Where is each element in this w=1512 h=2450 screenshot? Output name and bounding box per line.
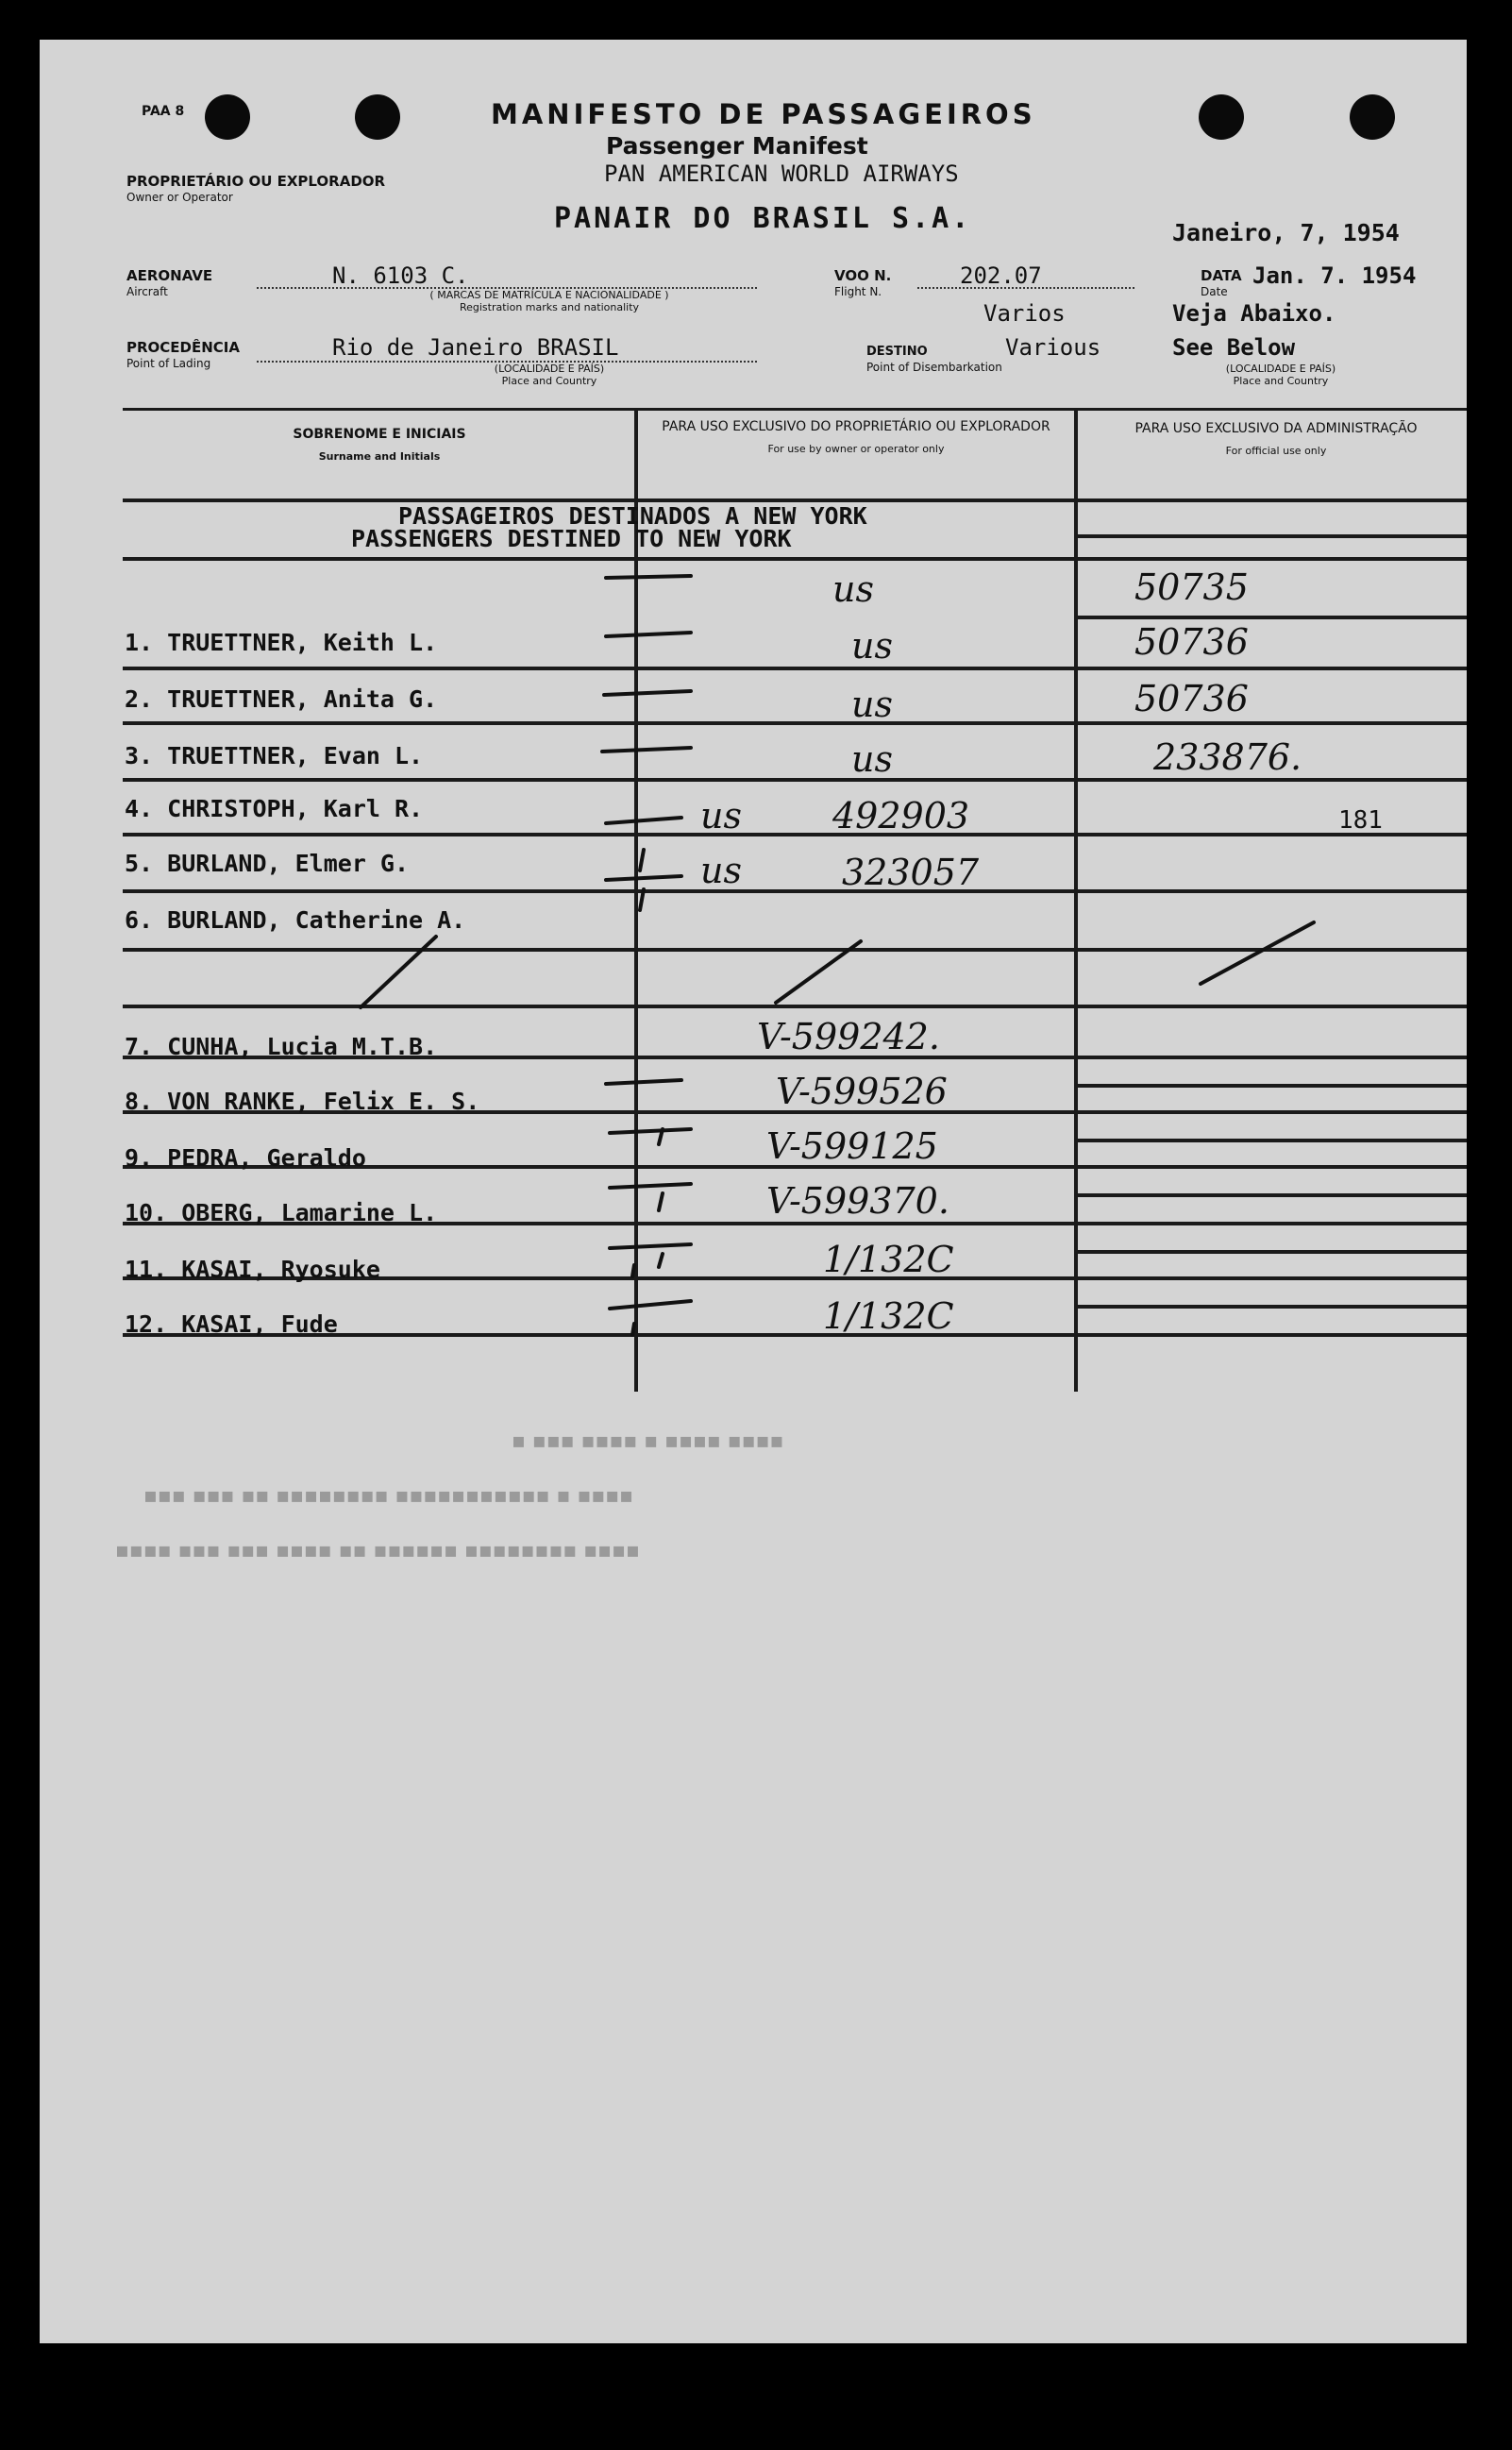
passenger-row-12: 12. KASAI, Fude: [125, 1310, 338, 1338]
column-header-operator: PARA USO EXCLUSIVO DO PROPRIETÁRIO OU EXPLORADOR For use by owner or operator only: [662, 419, 1050, 455]
destination-various: Various: [1005, 334, 1101, 361]
origin-sublabel: (LOCALIDADE E PAÍS) Place and Country: [494, 363, 605, 387]
faded-text: ▪▪▪▪ ▪▪▪ ▪▪▪ ▪▪▪▪ ▪▪ ▪▪▪▪▪▪ ▪▪▪▪▪▪▪▪ ▪▪▪▪: [115, 1539, 640, 1563]
destination-see-below: See Below: [1172, 334, 1296, 361]
handwritten-number: 323057: [842, 852, 980, 893]
origin-label: PROCEDÊNCIA Point of Lading: [126, 339, 240, 370]
passenger-row-3: 3. TRUETTNER, Evan L.: [125, 742, 424, 769]
handwritten-number: 492903: [832, 795, 970, 836]
destination-varios: Varios: [983, 300, 1066, 327]
handwritten-mark: us: [700, 850, 742, 891]
owner-value: PANAIR DO BRASIL S.A.: [554, 202, 972, 235]
faded-text: ▪ ▪▪▪ ▪▪▪▪ ▪ ▪▪▪▪ ▪▪▪▪: [512, 1429, 784, 1453]
date-label: DATA Date: [1201, 267, 1242, 298]
aircraft-label: AERONAVE Aircraft: [126, 267, 213, 298]
handwritten-mark: us: [851, 684, 893, 725]
airline-name: PAN AMERICAN WORLD AIRWAYS: [604, 161, 959, 187]
aircraft-value: N. 6103 C.: [332, 262, 469, 289]
destination-veja-abaixo: Veja Abaixo.: [1172, 300, 1336, 327]
flight-value: 202.07: [960, 262, 1042, 289]
admin-number: 181: [1338, 806, 1383, 835]
title-english: Passenger Manifest: [606, 132, 868, 160]
passenger-row-10: 10. OBERG, Lamarine L.: [125, 1199, 438, 1226]
form-number: PAA 8: [142, 104, 185, 119]
handwritten-mark: us: [851, 625, 893, 667]
section-title-english: PASSENGERS DESTINED TO NEW YORK: [351, 525, 792, 552]
section-title-portuguese: PASSAGEIROS DESTINADOS A NEW YORK: [398, 502, 867, 530]
handwritten-mark: us: [700, 795, 742, 836]
destination-sublabel: (LOCALIDADE E PAÍS) Place and Country: [1225, 363, 1336, 387]
passenger-row-4: 4. CHRISTOPH, Karl R.: [125, 795, 424, 822]
title-portuguese: MANIFESTO DE PASSAGEIROS: [491, 98, 1036, 130]
passenger-row-5: 5. BURLAND, Elmer G.: [125, 850, 410, 877]
date-value: Jan. 7. 1954: [1252, 262, 1417, 289]
handwritten-number: 50735: [1134, 566, 1249, 608]
handwritten-number: V-599125: [766, 1125, 938, 1167]
handwritten-number: V-599242.: [757, 1016, 940, 1057]
handwritten-number: 1/132C: [823, 1239, 954, 1280]
faded-text: ▪▪▪ ▪▪▪ ▪▪ ▪▪▪▪▪▪▪▪ ▪▪▪▪▪▪▪▪▪▪▪ ▪ ▪▪▪▪: [143, 1484, 634, 1508]
handwritten-mark: us: [832, 568, 874, 610]
handwritten-number: 1/132C: [823, 1295, 954, 1337]
handwritten-number: V-599526: [776, 1071, 948, 1112]
handwritten-number: 50736: [1134, 678, 1249, 719]
aircraft-sublabel: ( MARCAS DE MATRÍCULA E NACIONALIDADE ) Registration marks and nationality: [429, 289, 669, 313]
handwritten-number: V-599370.: [766, 1180, 949, 1222]
destination-label: DESTINO Point of Disembarkation: [866, 345, 1002, 374]
passenger-row-1: 1. TRUETTNER, Keith L.: [125, 629, 438, 656]
passenger-row-6: 6. BURLAND, Catherine A.: [125, 906, 466, 934]
passenger-row-8: 8. VON RANKE, Felix E. S.: [125, 1088, 480, 1115]
origin-value: Rio de Janeiro BRASIL: [332, 334, 619, 361]
passenger-row-7: 7. CUNHA, Lucia M.T.B.: [125, 1033, 438, 1060]
column-header-surname: SOBRENOME E INICIAIS Surname and Initials: [293, 427, 466, 463]
passenger-row-11: 11. KASAI, Ryosuke: [125, 1256, 380, 1283]
handwritten-mark: us: [851, 738, 893, 780]
passenger-row-2: 2. TRUETTNER, Anita G.: [125, 685, 438, 713]
handwritten-tick-marks: [40, 40, 1467, 1380]
flight-label: VOO N. Flight N.: [834, 267, 892, 298]
column-header-official: PARA USO EXCLUSIVO DA ADMINISTRAÇÃO For official use only: [1134, 421, 1418, 457]
date-top: Janeiro, 7, 1954: [1172, 219, 1400, 246]
owner-label: PROPRIETÁRIO OU EXPLORADOR Owner or Operator: [126, 173, 386, 204]
manifest-sheet: [40, 40, 1467, 2343]
handwritten-number: 50736: [1134, 621, 1249, 663]
passenger-row-9: 9. PEDRA, Geraldo: [125, 1144, 366, 1172]
handwritten-number: 233876.: [1153, 736, 1302, 778]
